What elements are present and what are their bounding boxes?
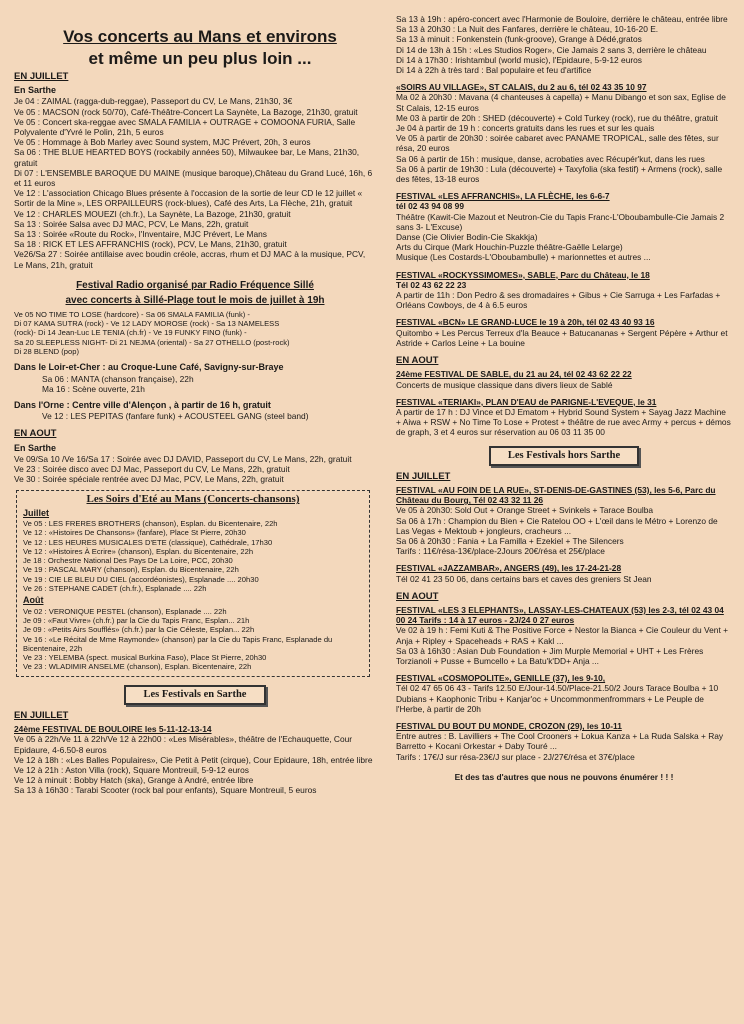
- list-item: Sa 06 à 17h : Champion du Bien + Cie Ratelou OO + L'œil dans le Métro + Lorenzo de Las Vegas + Mektoub + jongleurs, cracheurs ...: [396, 515, 718, 536]
- affranchis-title: FESTIVAL «LES AFFRANCHIS», LA FLÈCHE, les 6-6-7: [396, 191, 610, 202]
- list-item: Tél 02 47 65 06 43 - Tarifs 12.50 E/Jour-14.50/Place-21.50/2 Jours Tarace Boulba + 10 Dubians + Kaophonic Tribu + Kanjar'oc + Uncommonmenfrommars + Le Peuple de l'Herbe, à partir de 20h: [396, 683, 719, 714]
- list-item: Entre autres : B. Lavilliers + The Cool Crooners + Lokua Kanza + La Ruda Salska + Ray Barretto + Kocani Orkestar + Daby Touré ...: [396, 731, 724, 752]
- list-item: Danse (Cie Olivier Bodin-Cie Skakkja): [396, 232, 538, 243]
- list-item: A partir de 17 h : DJ Vince et DJ Ematom + Hybrid Sound System + Sayag Jazz Machine + Aiwa + RSW + No Time To Lose + Protest + théâtre de rue avec Army + percus + démos de graph, 3 et 4 euros sur réservation au 06 03 11 35 00: [396, 406, 731, 438]
- list-item: Je 09 : «Petits Airs Soufflés» (ch.fr.) par la Cie Céleste, Esplan... 22h: [23, 625, 255, 635]
- list-item: Sa 18 : RICK ET LES AFFRANCHIS (rock), PCV, Le Mans, 21h30, gratuit: [14, 239, 287, 250]
- festivals-sarthe-label: Les Festivals en Sarthe: [124, 685, 266, 705]
- list-item: Je 04 : ZAIMAL (ragga-dub-reggae), Passeport du CV, Le Mans, 21h30, 3€: [14, 96, 293, 107]
- list-item: Sa 03 à 16h30 : Asian Dub Foundation + Jim Murple Memorial + UHT + Les Frères Torzianoli + Pusse + Bumcello + La Batu'k'DD+ Anja ...: [396, 645, 704, 666]
- list-item: Ve 12 à 18h : «Les Balles Populaires», Cie Petit à Petit (cirque), Cour Epidaure, 18h, entrée libre: [14, 754, 373, 765]
- list-item: Sa 06 : MANTA (chanson française), 22h: [42, 373, 194, 384]
- list-item: (rock)- Di 14 Jean-Luc LE TENIA (ch.fr) - Ve 19 FUNKY FINO (funk) -: [14, 328, 247, 338]
- list-item: Sa 06 à 20h30 : Fania + La Familla + Ezekiel + The Silencers: [396, 535, 624, 546]
- list-item: Ve 30 : Soirée spéciale rentrée avec DJ Mac, PCV, Le Mans, 22h, gratuit: [14, 474, 284, 485]
- jazzambar-title: FESTIVAL «JAZZAMBAR», ANGERS (49), les 17-24-21-28: [396, 563, 622, 574]
- list-item: Ve 12 : «Histoires De Chansons» (fanfare), Place St Pierre, 20h30: [23, 528, 246, 538]
- bcn-title: FESTIVAL «BCN» LE GRAND-LUCE le 19 à 20h, tél 02 43 40 93 16: [396, 317, 655, 328]
- right-en-aout: EN AOUT: [396, 355, 439, 367]
- list-item: Sa 06 : THE BLUE HEARTED BOYS (rockabily années 50), Milwaukee bar, Le Mans, 21h30, gratuit: [14, 147, 360, 168]
- right-column: [396, 14, 732, 782]
- section-en-aout: EN AOUT: [14, 428, 57, 440]
- list-item: Ve 05 : MACSON (rock 50/70), Café-Théâtre-Concert La Saynète, La Bazoge, 21h30, gratuit: [14, 106, 358, 117]
- list-item: Me 03 à partir de 20h : SHED (découverte) + Cold Turkey (rock), rue du théâtre, gratuit: [396, 112, 718, 123]
- list-item: Sa 06 à partir de 15h : musique, danse, acrobaties avec Récupér'kut, dans les rues: [396, 153, 705, 164]
- list-item: Ve 12 : L'association Chicago Blues présente à l'occasion de la sortie de leur CD le 12 juillet « Sortir de la Mine », LES ORPAILLEURS (rock-blues), Café des Arts, La Flèche, 21h, gratuit: [14, 188, 363, 209]
- list-item: Sa 13 : Soirée Salsa avec DJ MAC, PCV, Le Mans, 22h, gratuit: [14, 218, 249, 229]
- list-item: Ve 12 : «Histoires À Ecrire» (chanson), Esplan. du Bicentenaire, 22h: [23, 546, 254, 556]
- radio-festival-list: [14, 310, 376, 356]
- list-item: Di 28 BLEND (pop): [14, 347, 79, 357]
- list-item: Ve 05 à 22h/Ve 11 à 22h/Ve 12 à 22h00 : «Les Misérables», théâtre de l'Echauquette, Cour Epidaure, 4-6.50-8 euros: [14, 734, 353, 755]
- list-item: Concerts de musique classique dans divers lieux de Sablé: [396, 379, 613, 390]
- closing-line: Et des tas d'autres que nous ne pouvons énumérer ! ! !: [454, 771, 674, 782]
- list-item: Ve 02 à 19 h : Femi Kuti & The Positive Force + Nestor la Bianca + Cie Couleur du Vent + Anja + Ripley + Spaceheads + RAS + Kakl ...: [396, 625, 729, 646]
- teriaki-title: FESTIVAL «TERIAKI», PLAN D'EAU de PARIGNE-L'EVEQUE, le 31: [396, 396, 657, 407]
- list-item: Théâtre (Kawit-Cie Mazout et Neutron-Cie du Tapis Franc-L'Oboubambulle-Cie Jamais 2 sans 3- L'Excuse): [396, 211, 725, 232]
- list-item: Di 14 à 22h à très tard : Bal populaire et feu d'artifice: [396, 65, 592, 76]
- soirs-aout-label: Août: [23, 595, 44, 606]
- list-item: Sa 13 à 16h30 : Tarabi Scooter (rock bal pour enfants), Square Montreuil, 5 euros: [14, 785, 317, 796]
- soirs-ete-title: Les Soirs d'Eté au Mans (Concerts-chansons): [86, 493, 300, 506]
- list-item: Sa 13 à minuit : Fonkenstein (funk-groove), Grange à Dédé,gratos: [396, 34, 642, 45]
- list-item: Sa 13 : Soirée «Route du Rock», l'Inventaire, MJC Prévert, Le Mans: [14, 229, 267, 240]
- bout-du-monde-title: FESTIVAL DU BOUT DU MONDE, CROZON (29), les 10-11: [396, 720, 622, 731]
- section-en-juillet: EN JUILLET: [14, 71, 69, 82]
- title-line-1: Vos concerts au Mans et environs: [63, 27, 337, 46]
- rockyssimomes-tel: Tél 02 43 62 22 23: [396, 279, 467, 290]
- list-item: Ve 05 : LES FRERES BROTHERS (chanson), Esplan. du Bicentenaire, 22h: [23, 518, 278, 528]
- list-item: A partir de 11h : Don Pedro & ses dromadaires + Gibus + Cie Sarruga + Les Farfadas + Orléans Cowboys, de 4 à 6.5 euros: [396, 290, 721, 311]
- orne-header: Dans l'Orne : Centre ville d'Alençon , à partir de 16 h, gratuit: [14, 399, 271, 410]
- list-item: Ve 02 : VERONIQUE PESTEL (chanson), Esplanade .... 22h: [23, 606, 227, 616]
- bouloire-title: 24ème FESTIVAL DE BOULOIRE les 5-11-12-13-14: [14, 724, 212, 735]
- list-item: Di 07 : L'ENSEMBLE BAROQUE DU MAINE (musique baroque),Château du Grand Lucé, 16h, 6 et 11 euros: [14, 167, 373, 189]
- hs-juillet-header: EN JUILLET: [396, 470, 451, 482]
- list-item: Ve 09/Sa 10 /Ve 16/Sa 17 : Soirée avec DJ DAVID, Passeport du CV, Le Mans, 22h, gratuit: [14, 453, 352, 464]
- juillet-sarthe-list: [14, 96, 376, 269]
- list-item: Di 07 KAMA SUTRA (rock) - Ve 12 LADY MOROSE (rock) - Sa 13 NAMELESS: [14, 319, 280, 329]
- list-item: Sa 13 à 19h : apéro-concert avec l'Harmonie de Bouloire, derrière le château, entrée libre: [396, 14, 728, 24]
- list-item: Ve 12 à 21h : Aston Villa (rock), Square Montreuil, 5-9-12 euros: [14, 764, 249, 775]
- list-item: Ma 02 à 20h30 : Mavana (4 chanteuses à capella) + Manu Dibango et son sax, Eglise de St Calais, 12-15 euros: [396, 92, 726, 113]
- list-item: Arts du Cirque (Mark Houchin-Puzzle théâtre-Gaëlle Lelarge): [396, 242, 623, 253]
- list-item: Tél 02 41 23 50 06, dans certains bars et caves des greniers St Jean: [396, 573, 652, 584]
- page-title: [30, 26, 370, 70]
- list-item: Di 14 de 13h à 15h : «Les Studios Roger», Cie Jamais 2 sans 3, derrière le château: [396, 44, 707, 55]
- trois-elephants-title: FESTIVAL «LES 3 ELEPHANTS», LASSAY-LES-CHATEAUX (53) les 2-3, tél 02 43 04 00 24 Tarifs : 14 à 17 euros - 2J/24 0 27 euros: [396, 604, 724, 626]
- aout-en-sarthe: En Sarthe: [14, 442, 57, 453]
- list-item: Ve 05 : Hommage à Bob Marley avec Sound system, MJC Prévert, 20h, 3 euros: [14, 137, 311, 148]
- list-item: Quitombo + Les Percus Terreux d'la Beauce + Batucananas + Sergent Pépère + Arthur et Astride + Carlos Leine + La bouine: [396, 327, 728, 348]
- list-item: Ve 05 : Concert ska-reggae avec SMALA FAMILIA + OUTRAGE + COMOONA FURIA, Salle Polyvalente d'Yvré le Polin, 21h, 5 euros: [14, 116, 356, 138]
- rockyssimomes-title: FESTIVAL «ROCKYSSIMOMES», SABLE, Parc du Château, le 18: [396, 269, 650, 280]
- list-item: Ve 12 : CHARLES MOUEZI (ch.fr.), La Saynète, La Bazoge, 21h30, gratuit: [14, 208, 291, 219]
- list-item: Sa 13 à 20h30 : La Nuit des Fanfares, derrière le château, 10-16-20 E.: [396, 24, 659, 35]
- soirs-ete-box: [16, 490, 370, 676]
- list-item: Tarifs : 17€/J sur résa-23€/J sur place - 2J/27€/résa et 37€/place: [396, 751, 635, 762]
- list-item: Ve26/Sa 27 : Soirée antillaise avec boudin créole, accras, rhum et DJ MAC à la musique, PCV, Le Mans, 21h, gratuit: [14, 249, 366, 270]
- list-item: Sa 06 à partir de 19h30 : Lula (découverte) + Taxyfolia (ska festif) + Armens (rock), salle des fêtes, 13-18 euros: [396, 163, 723, 185]
- soirs-juillet-label: Juillet: [23, 507, 50, 518]
- left-column: [14, 68, 376, 796]
- list-item: Ve 16 : «Le Récital de Mme Raymonde» (chanson) par la Cie du Tapis Franc, Esplanade du Bicentenaire, 22h: [23, 634, 333, 653]
- list-item: Ve 19 : PASCAL MARY (chanson), Esplan. du Bicentenaire, 22h: [23, 565, 239, 575]
- loir-et-cher-header: Dans le Loir-et-Cher : au Croque-Lune Café, Savigny-sur-Braye: [14, 362, 284, 373]
- list-item: Ma 16 : Scène ouverte, 21h: [42, 383, 145, 394]
- festivals-hors-sarthe-label: Les Festivals hors Sarthe: [489, 446, 639, 466]
- cosmopolite-title: FESTIVAL «COSMOPOLITE», GENILLE (37), les 9-10,: [396, 673, 606, 684]
- list-item: Ve 26 : STEPHANE CADET (ch.fr.), Esplanade .... 22h: [23, 584, 207, 594]
- list-item: Ve 12 à minuit : Bobby Hatch (ska), Grange à André, entrée libre: [14, 775, 254, 786]
- list-item: Ve 05 à 20h30: Sold Out + Orange Street + Svinkels + Tarace Boulba: [396, 505, 654, 516]
- list-item: Je 04 à partir de 19 h : concerts gratuits dans les rues et sur les quais: [396, 123, 655, 134]
- list-item: Ve 12 : LES HEURES MUSICALES D'ETE (classique), Cathédrale, 17h30: [23, 537, 273, 547]
- list-item: Ve 05 à partir de 20h30 : soirée cabaret avec PANAME TROPICAL, salle des fêtes, sur résa, 20 euros: [396, 133, 719, 154]
- radio-festival-subtitle: avec concerts à Sillé-Plage tout le mois de juillet à 19h: [65, 294, 325, 306]
- sable-title: 24ème FESTIVAL DE SABLE, du 21 au 24, tél 02 43 62 22 22: [396, 369, 632, 380]
- foin-de-la-rue-title: FESTIVAL «AU FOIN DE LA RUE», ST-DENIS-DE-GASTINES (53), les 5-6, Parc du Château du Bourg, Tél 02 43 32 11 26: [396, 484, 716, 506]
- list-item: Ve 23 : YELEMBA (spect. musical Burkina Faso), Place St Pierre, 20h30: [23, 653, 267, 663]
- affranchis-tel: tél 02 43 94 08 99: [396, 201, 464, 212]
- list-item: Ve 12 : LES PEPITAS (fanfare funk) + ACOUSTEEL GANG (steel band): [42, 411, 309, 422]
- title-line-2: et même un peu plus loin ...: [88, 49, 312, 68]
- list-item: Ve 23 : WLADIMIR ANSELME (chanson), Esplan. Bicentenaire, 22h: [23, 662, 252, 672]
- list-item: Ve 05 NO TIME TO LOSE (hardcore) - Sa 06 SMALA FAMILIA (funk) -: [14, 309, 250, 319]
- list-item: Tarifs : 11€/résa-13€/place-2Jours 20€/résa et 25€/place: [396, 546, 605, 557]
- list-item: Di 14 à 17h30 : Irishtambul (world music), l'Epidaure, 5-9-12 euros: [396, 54, 642, 65]
- hs-aout-header: EN AOUT: [396, 590, 439, 602]
- list-item: Musique (Les Costards-L'Oboubambulle) + marionnettes et autres ...: [396, 252, 651, 263]
- list-item: Sa 20 SLEEPLESS NIGHT- Di 21 NEJMA (oriental) - Sa 27 OTHELLO (post-rock): [14, 337, 290, 347]
- subsection-en-sarthe: En Sarthe: [14, 85, 57, 96]
- radio-festival-title: Festival Radio organisé par Radio Fréquence Sillé: [76, 279, 314, 291]
- st-calais-title: «SOIRS AU VILLAGE», ST CALAIS, du 2 au 6, tél 02 43 35 10 97: [396, 82, 647, 93]
- list-item: Je 09 : «Faut Vivre» (ch.fr.) par la Cie du Tapis Franc, Esplan... 21h: [23, 615, 250, 625]
- list-item: Ve 23 : Soirée disco avec DJ Mac, Passeport du CV, Le Mans, 22h, gratuit: [14, 463, 290, 474]
- list-item: Je 18 : Orchestre National Des Pays De La Loire, PCC, 20h30: [23, 556, 233, 566]
- list-item: Ve 19 : CIE LE BLEU DU CIEL (accordéonistes), Esplanade .... 20h30: [23, 574, 259, 584]
- fest-juillet-header: EN JUILLET: [14, 709, 69, 721]
